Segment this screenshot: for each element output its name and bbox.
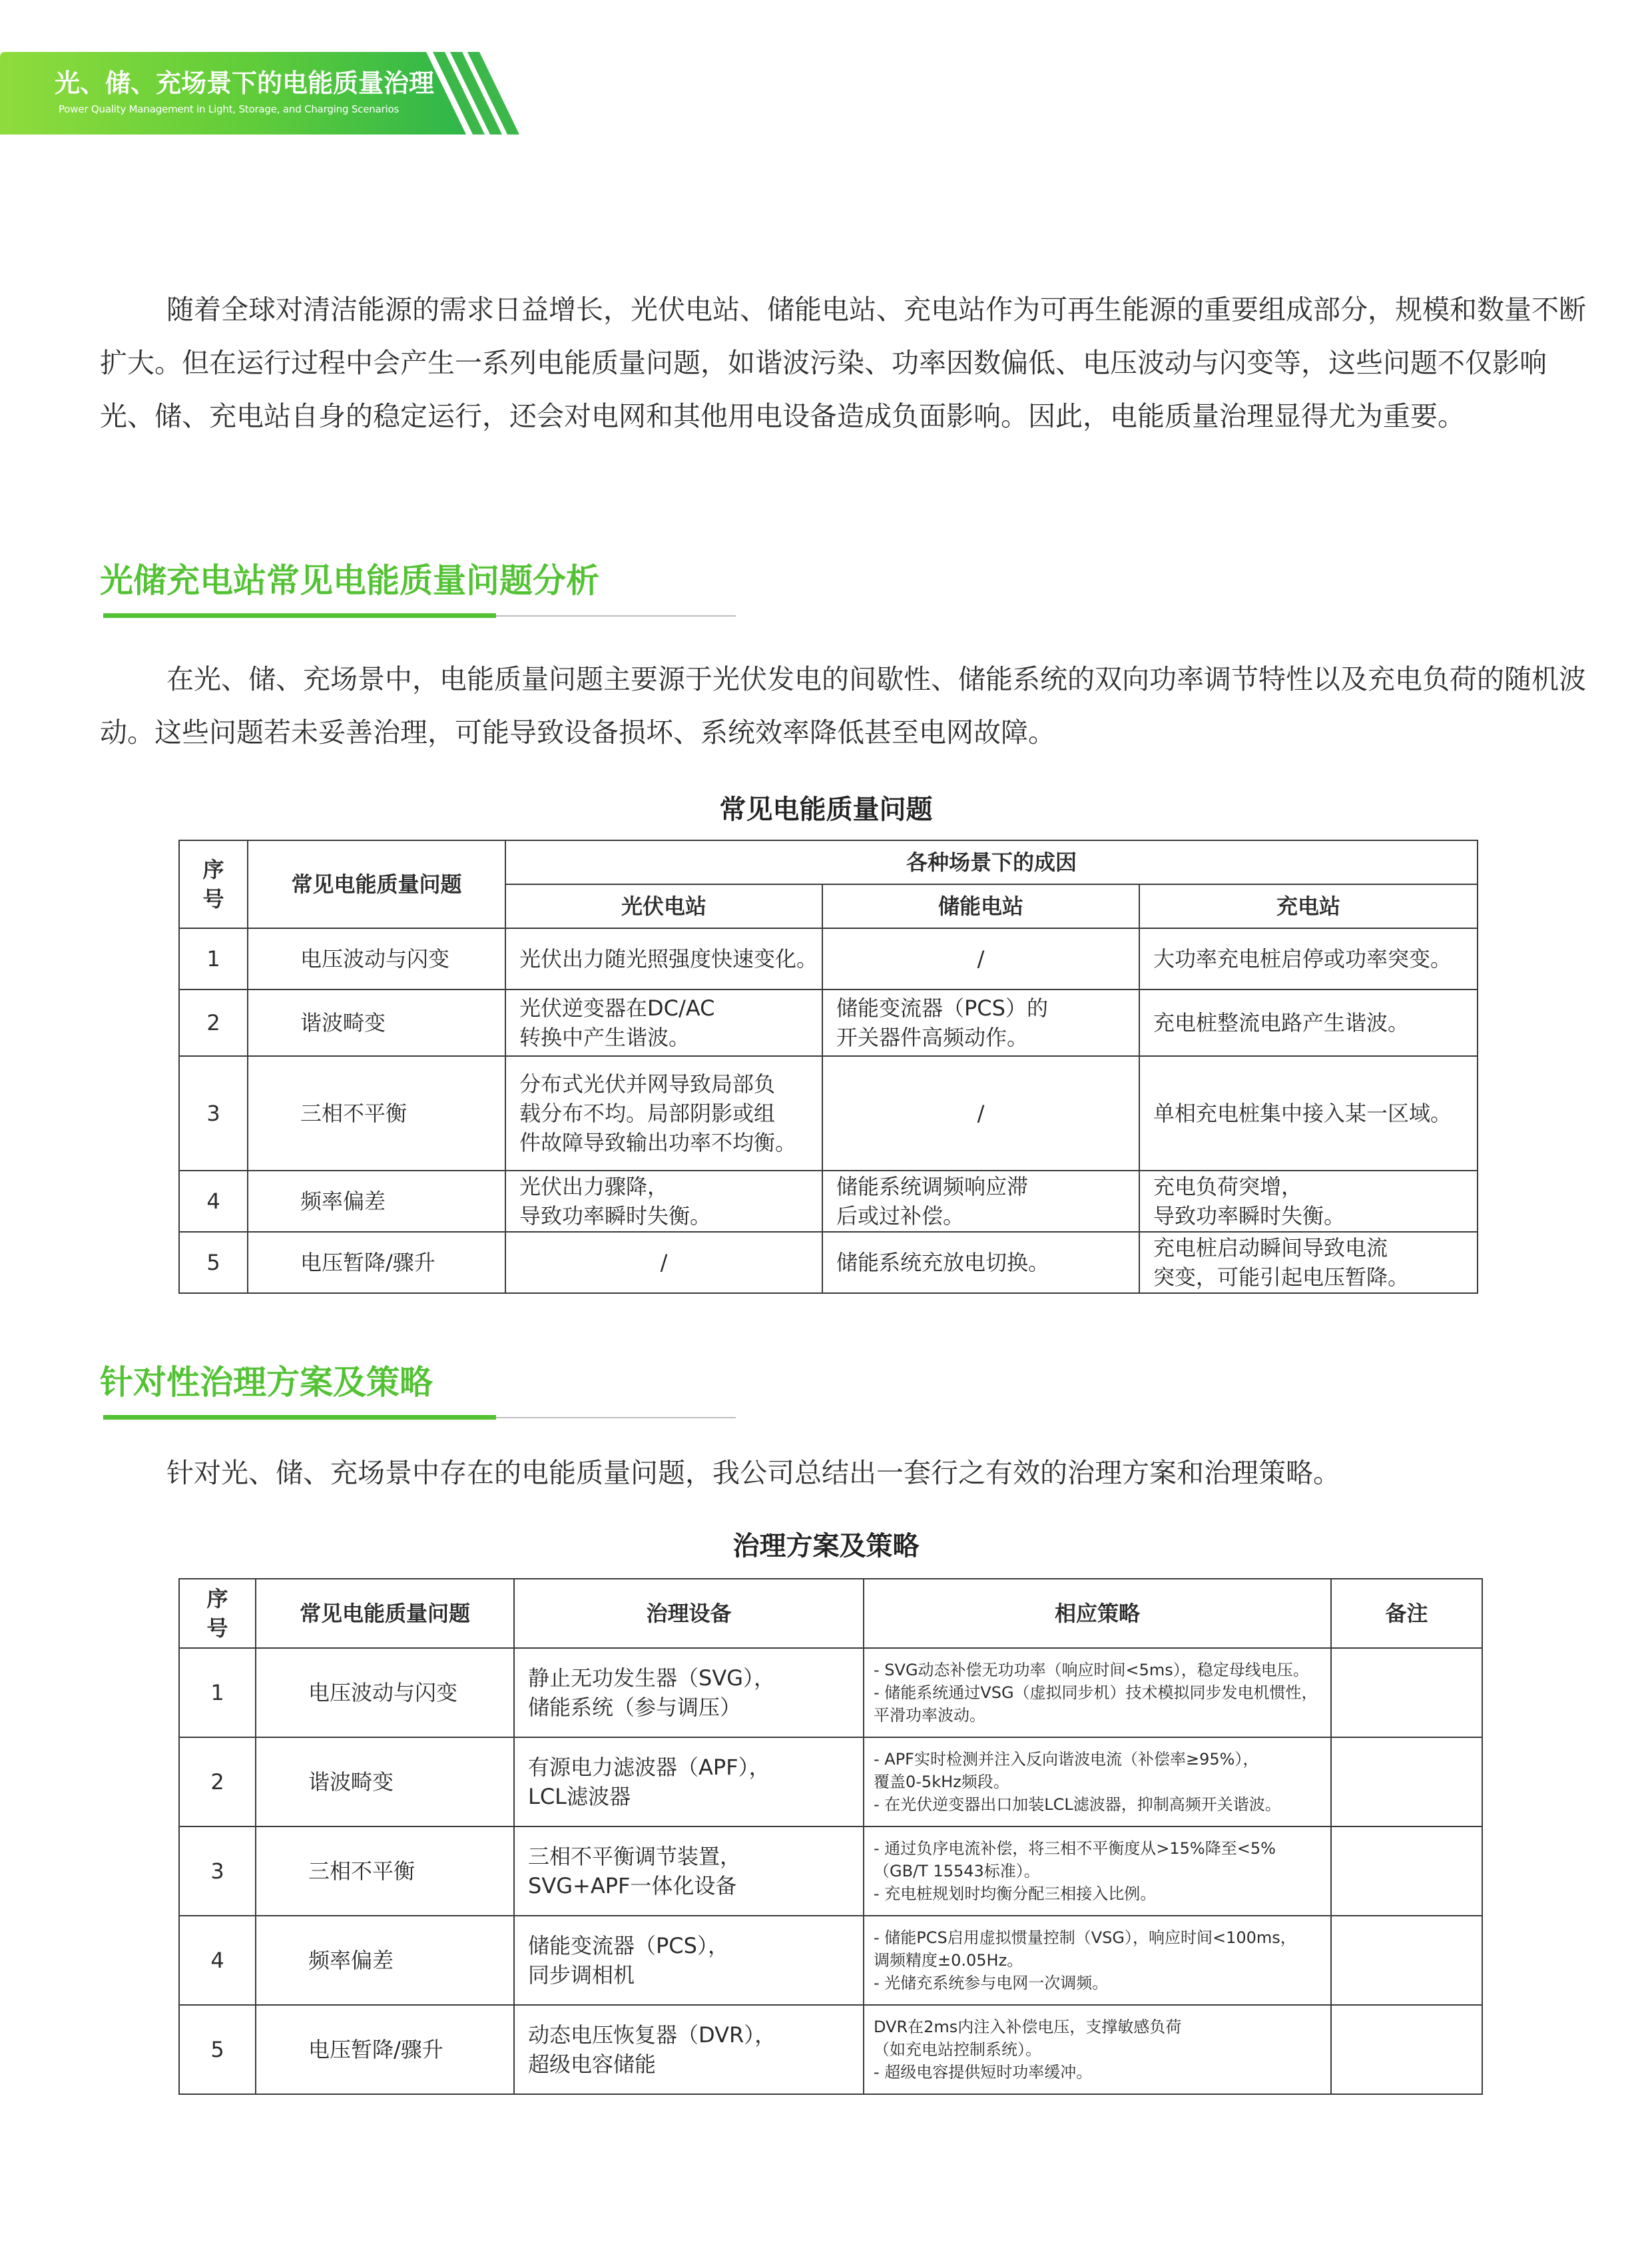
section2-paragraph: 针对光、储、充场景中存在的电能质量问题，我公司总结出一套行之有效的治理方案和治理策略。: [166, 1457, 1340, 1489]
section1-heading-rule: [103, 615, 736, 617]
header-storage: 储能电站: [822, 884, 1139, 928]
header-banner: [0, 52, 526, 135]
problems-table: [178, 840, 1478, 1294]
table2-title: 治理方案及策略: [732, 1531, 920, 1561]
header-pv: 光伏电站: [505, 884, 822, 928]
table-row: 3 三相不平衡 三相不平衡调节装置， SVG+APF一体化设备 - 通过负序电流补偿，将三相不平衡度从>15%降至<5% （GB/T 15543标准）。 - 充电桩规划时均衡分配三相接入比例。: [179, 1826, 1482, 1916]
table-row: 3 三相不平衡 分布式光伏并网导致局部负 载分布不均。局部阴影或组 件故障导致输出功率不均衡。 / 单相充电桩集中接入某一区域。: [179, 1056, 1478, 1171]
header-strategy: 相应策略: [864, 1579, 1331, 1648]
table-row: 1 电压波动与闪变 光伏出力随光照强度快速变化。 / 大功率充电桩启停或功率突变。: [179, 928, 1478, 989]
banner-subtitle: Power Quality Management in Light, Storage, and Charging Scenarios: [59, 103, 400, 115]
table-row: 5 电压暂降/骤升 / 储能系统充放电切换。 充电桩启动瞬间导致电流 突变，可能引起电压暂降。: [179, 1232, 1478, 1293]
table1-title: 常见电能质量问题: [719, 794, 933, 825]
strategies-table: [178, 1578, 1483, 2095]
section1-paragraph: 在光、储、充场景中，电能质量问题主要源于光伏发电的间歇性、储能系统的双向功率调节特性以及充电负荷的随机波动。这些问题若未妥善治理，可能导致设备损坏、系统效率降低甚至电网故障。: [100, 663, 1586, 748]
table-row: 1 电压波动与闪变 静止无功发生器（SVG）， 储能系统（参与调压） - SVG动态补偿无功功率（响应时间<5ms），稳定母线电压。 - 储能系统通过VSG（虚拟同步机）技术模拟同步发电机惯性， 平滑功率波动。: [179, 1648, 1482, 1737]
section1-heading: 光储充电站常见电能质量问题分析: [100, 561, 599, 600]
header-device: 治理设备: [514, 1579, 864, 1648]
header-causes: 各种场景下的成因: [505, 840, 1478, 884]
header-no: 序 号: [179, 1579, 256, 1648]
header-no: 序 号: [179, 840, 248, 928]
table-row: 2 谐波畸变 光伏逆变器在DC/AC 转换中产生谐波。 储能变流器（PCS）的 开关器件高频动作。 充电桩整流电路产生谐波。: [179, 989, 1478, 1056]
header-problem: 常见电能质量问题: [256, 1579, 514, 1648]
header-charging: 充电站: [1139, 884, 1478, 928]
table-row: 5 电压暂降/骤升 动态电压恢复器（DVR）， 超级电容储能 DVR在2ms内注入补偿电压，支撑敏感负荷 （如充电站控制系统）。 - 超级电容提供短时功率缓冲。: [179, 2005, 1482, 2094]
header-remark: 备注: [1331, 1579, 1482, 1648]
table-row: 4 频率偏差 光伏出力骤降， 导致功率瞬时失衡。 储能系统调频响应滞 后或过补偿。 充电负荷突增， 导致功率瞬时失衡。: [179, 1171, 1478, 1232]
banner-title: 光、储、充场景下的电能质量治理: [55, 69, 435, 98]
section2-heading: 针对性治理方案及策略: [100, 1363, 433, 1402]
intro-paragraph: 随着全球对清洁能源的需求日益增长，光伏电站、储能电站、充电站作为可再生能源的重要组成部分，规模和数量不断扩大。但在运行过程中会产生一系列电能质量问题，如谐波污染、功率因数偏低、电压波动与闪变等，这些问题不仅影响光、储、充电站自身的稳定运行，还会对电网和其他用电设备造成负面影响。因此，电能质量治理显得尤为重要。: [100, 294, 1586, 432]
header-problem: 常见电能质量问题: [248, 840, 505, 928]
table-row: 4 频率偏差 储能变流器（PCS）， 同步调相机 - 储能PCS启用虚拟惯量控制（VSG），响应时间<100ms， 调频精度±0.05Hz。 - 光储充系统参与电网一次调频。: [179, 1916, 1482, 2005]
section2-heading-rule: [103, 1417, 736, 1418]
table-row: 2 谐波畸变 有源电力滤波器（APF）， LCL滤波器 - APF实时检测并注入反向谐波电流（补偿率≥95%）， 覆盖0-5kHz频段。 - 在光伏逆变器出口加装LCL滤波器，抑制高频开关谐波。: [179, 1737, 1482, 1826]
